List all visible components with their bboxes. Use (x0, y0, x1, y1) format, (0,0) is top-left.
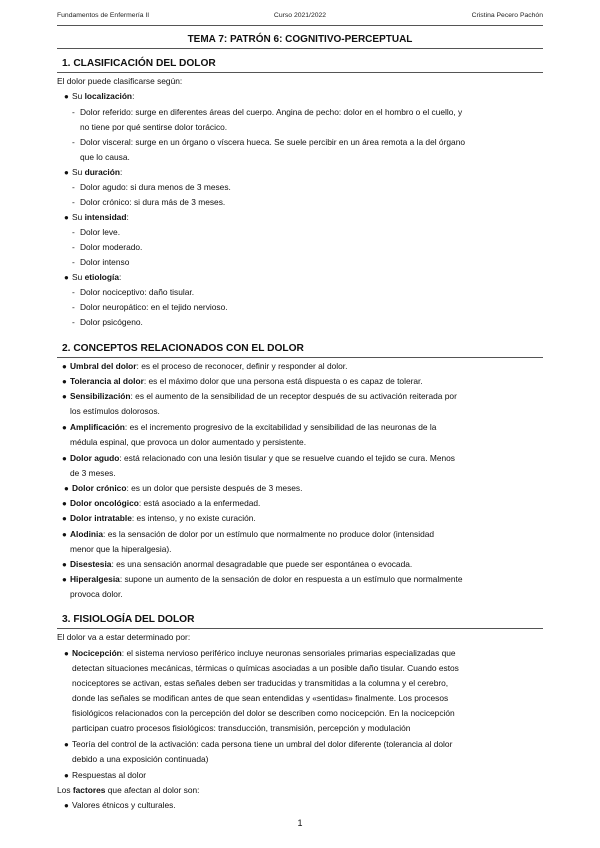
sub-item-visceral: - Dolor visceral: surge en un órgano o víscera hueca. Se suele percibir en un área remota a la del órgano (72, 137, 466, 147)
concept-amplificacion-cont: médula espinal, que provoca un dolor aumentado y persistente. (70, 437, 307, 447)
bullet-icon: ● (62, 423, 67, 432)
sub-item-visceral-cont: que lo causa. (80, 152, 130, 162)
teoria-control-cont: debido a una exposición continuada) (72, 754, 209, 764)
concept-alodinia-cont: menor que la hiperalgesia). (70, 544, 172, 554)
sub-item-nociceptivo: - Dolor nociceptivo: daño tisular. (72, 287, 195, 297)
concept-dolor-agudo-cont: de 3 meses. (70, 468, 116, 478)
item-teoria-control: ● Teoría del control de la activación: cada persona tiene un umbral del dolor diferente (tolerancia al dolor (72, 737, 452, 752)
list-item-etiologia: ● Su etiología: (72, 270, 121, 285)
bullet-icon: ● (64, 740, 69, 749)
sub-item-leve: - Dolor leve. (72, 227, 121, 237)
bullet-icon: ● (64, 168, 69, 177)
bullet-icon: ● (64, 649, 69, 658)
bullet-icon: ● (62, 454, 67, 463)
section-3-rule (57, 628, 543, 629)
sub-item-neuropatico: - Dolor neuropático: en el tejido nervioso. (72, 302, 228, 312)
concept-dolor-cronico: ● Dolor crónico: es un dolor que persiste después de 3 meses. (72, 481, 542, 496)
factores-intro: Los factores que afectan al dolor son: (57, 785, 200, 795)
bullet-icon: ● (64, 771, 69, 780)
nocicepcion-line-2: detectan situaciones mecánicas, térmicas o químicas asociadas a un posible daño tisular. Cuando estos (72, 663, 459, 673)
bullet-icon: ● (62, 377, 67, 386)
page-number: 1 (297, 818, 303, 828)
bullet-icon: ● (64, 213, 69, 222)
bullet-icon: ● (64, 92, 69, 101)
bullet-icon: ● (62, 392, 67, 401)
nocicepcion-line-5: fisiológicos relacionados con la percepción del dolor se describen como nocicepción. En la nocicepción (72, 708, 455, 718)
item-respuestas: ● Respuestas al dolor (72, 768, 146, 783)
header-subject: Fundamentos de Enfermería II (57, 12, 150, 19)
header-course-year: Curso 2021/2022 (273, 12, 327, 19)
list-item-intensidad: ● Su intensidad: (72, 210, 129, 225)
nocicepcion-line-3: nociceptores se activan, estas señales deben ser traducidas y transmitidas a la columna y el cerebro, (72, 678, 449, 688)
list-item-localizacion: ● Su localización: (72, 89, 134, 104)
sub-item-moderado: - Dolor moderado. (72, 242, 143, 252)
concept-tolerancia: ● Tolerancia al dolor: es el máximo dolor que una persona está dispuesta o es capaz de tolerar. (70, 374, 542, 389)
bullet-icon: ● (64, 801, 69, 810)
header-author: Cristina Pecero Pachón (471, 12, 543, 19)
sub-item-psicogeno: - Dolor psicógeno. (72, 317, 143, 327)
concept-amplificacion: ● Amplificación: es el incremento progresivo de la excitabilidad y sensibilidad de las neuronas de la (70, 420, 542, 435)
bullet-icon: ● (62, 530, 67, 539)
sub-item-intenso: - Dolor intenso (72, 257, 130, 267)
concept-dolor-agudo: ● Dolor agudo: está relacionado con una lesión tisular y que se resuelve cuando el tejido se cura. Menos (70, 451, 542, 466)
section-1-heading: 1. CLASIFICACIÓN DEL DOLOR (62, 58, 216, 69)
concept-hiperalgesia: ● Hiperalgesia: supone un aumento de la sensación de dolor en respuesta a un estímulo que normalmente (70, 572, 542, 587)
bullet-icon: ● (64, 273, 69, 282)
item-valores: ● Valores étnicos y culturales. (72, 798, 176, 813)
bullet-icon: ● (62, 560, 67, 569)
bullet-icon: ● (62, 499, 67, 508)
concept-sensibilizacion: ● Sensibilización: es el aumento de la sensibilidad de un receptor después de su activación reiterada por (70, 389, 542, 404)
section-3-intro: El dolor va a estar determinado por: (57, 632, 191, 642)
section-1-intro: El dolor puede clasificarse según: (57, 76, 183, 86)
bullet-icon: ● (62, 514, 67, 523)
concept-disestesia: ● Disestesia: es una sensación anormal desagradable que puede ser espontánea o evocada. (70, 557, 542, 572)
concept-dolor-intratable: ● Dolor intratable: es intenso, y no existe curación. (70, 511, 542, 526)
section-1-rule (57, 72, 543, 73)
nocicepcion-line-6: participan cuatro procesos fisiológicos: transducción, transmisión, percepción y modulación (72, 723, 411, 733)
sub-item-cronico: - Dolor crónico: si dura más de 3 meses. (72, 197, 226, 207)
title-rule (57, 48, 543, 49)
bullet-icon: ● (62, 362, 67, 371)
concept-hiperalgesia-cont: provoca dolor. (70, 589, 123, 599)
sub-item-referido-cont: no tiene por qué sentirse dolor torácico. (80, 122, 228, 132)
header-rule (57, 25, 543, 26)
concept-sensibilizacion-cont: los estímulos dolorosos. (70, 406, 160, 416)
bullet-icon: ● (62, 575, 67, 584)
concept-umbral: ● Umbral del dolor: es el proceso de reconocer, definir y responder al dolor. (70, 359, 542, 374)
section-2-heading: 2. CONCEPTOS RELACIONADOS CON EL DOLOR (62, 343, 304, 354)
sub-item-referido: - Dolor referido: surge en diferentes áreas del cuerpo. Angina de pecho: dolor en el hombro o el cuello, y (72, 107, 463, 117)
sub-item-agudo: - Dolor agudo: si dura menos de 3 meses. (72, 182, 231, 192)
concept-alodinia: ● Alodinia: es la sensación de dolor por un estímulo que normalmente no produce dolor (intensidad (70, 527, 542, 542)
page-title: TEMA 7: PATRÓN 6: COGNITIVO-PERCEPTUAL (187, 34, 413, 45)
section-3-heading: 3. FISIOLOGÍA DEL DOLOR (62, 614, 195, 625)
concept-dolor-oncologico: ● Dolor oncológico: está asociado a la enfermedad. (70, 496, 542, 511)
bullet-icon: ● (64, 484, 69, 493)
nocicepcion-line-4: donde las señales se modifican antes de que sean entendidas y «sentidas» finalmente. Los procesos (72, 693, 449, 703)
list-item-duracion: ● Su duración: (72, 165, 122, 180)
page-header (57, 12, 543, 24)
section-2-rule (57, 357, 543, 358)
item-nocicepcion: ● Nocicepción: el sistema nervioso periférico incluye neuronas sensoriales primarias especializadas que (72, 646, 542, 661)
